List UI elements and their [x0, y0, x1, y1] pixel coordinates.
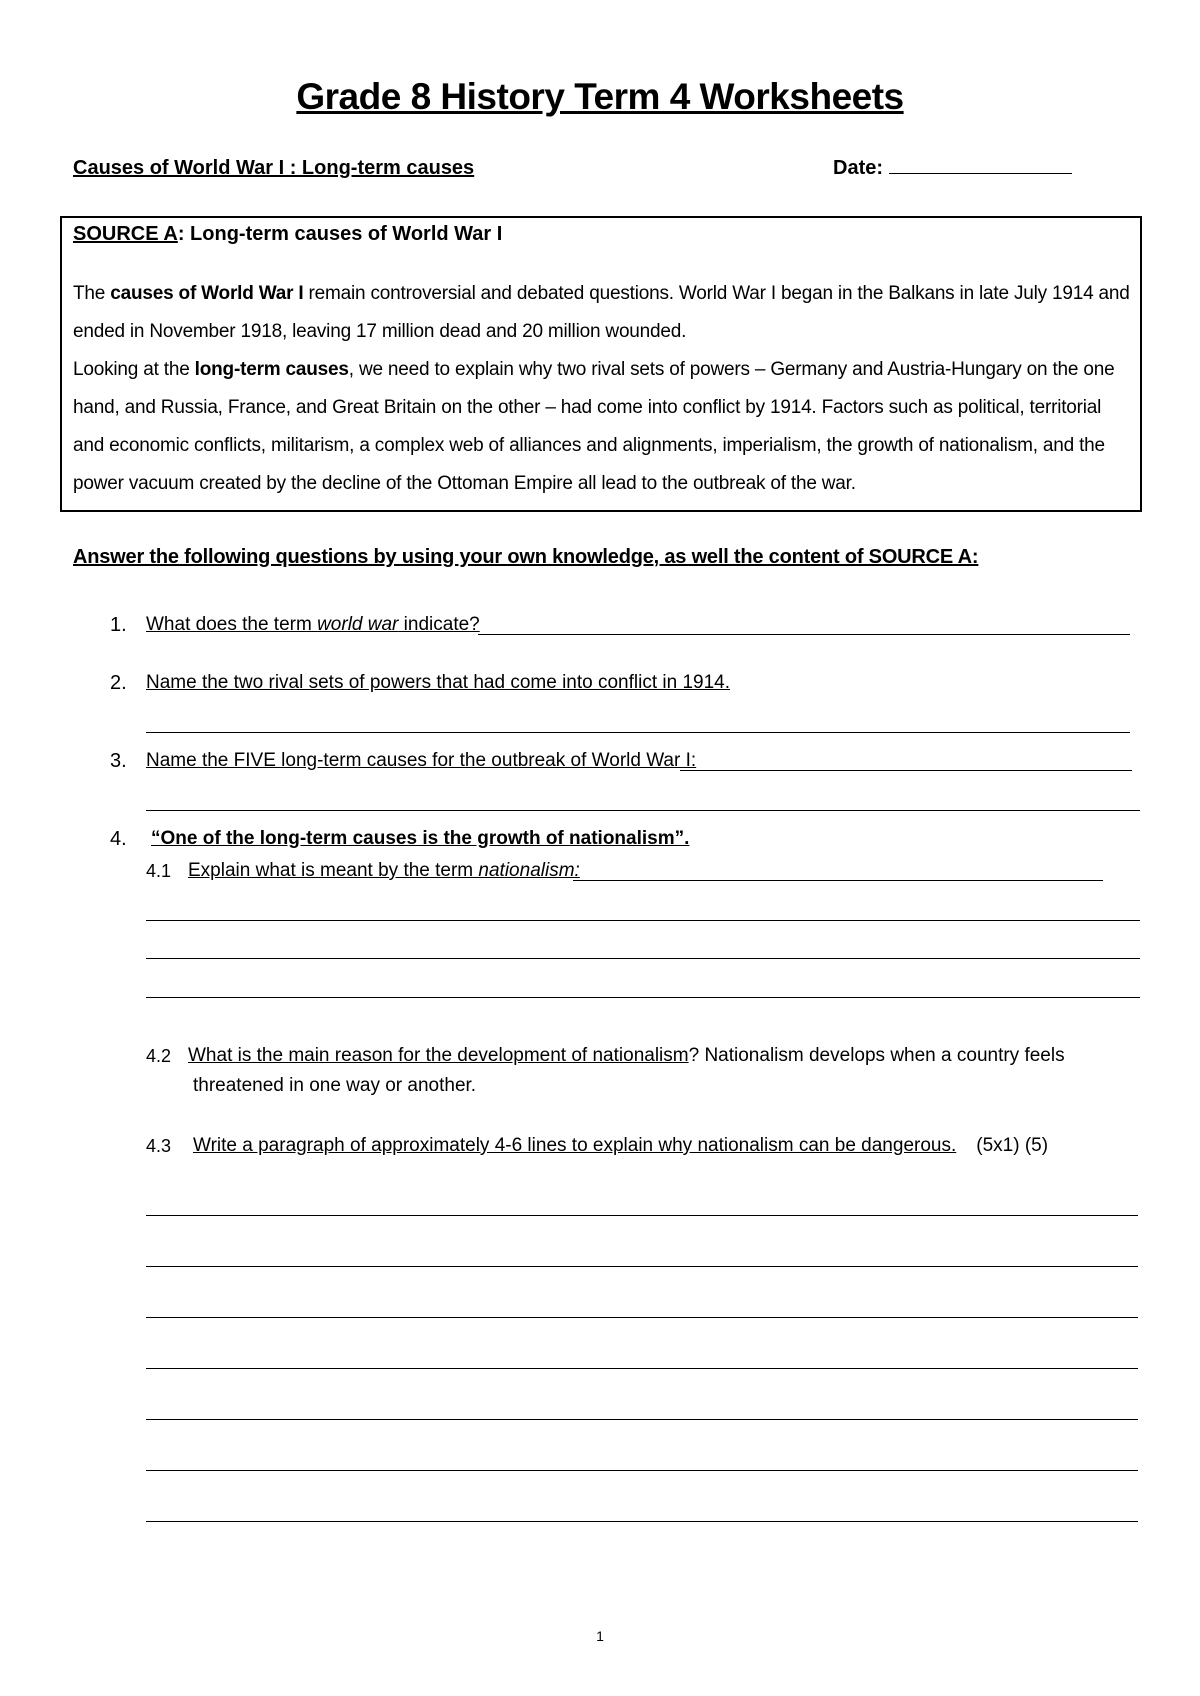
q4-number: 4.	[110, 828, 127, 850]
q1-text-b: indicate?	[398, 614, 480, 635]
source-p1-rest: remain controversial and debated questions. World War I began in the Balkans in late July 1914 and ended in November 1918, leaving 17 million dead and 20 million wounded.	[73, 283, 1130, 342]
date-label: Date:	[833, 157, 884, 179]
q4-3-text-underlined: Write a paragraph of approximately 4-6 lines to explain why nationalism can be dangerous.	[193, 1135, 957, 1156]
q4-2-text-underlined: What is the main reason for the development of nationalism	[188, 1045, 689, 1066]
q4-3-number: 4.3	[146, 1136, 172, 1156]
instructions: Answer the following questions by using your own knowledge, as well the content of SOURCE A:	[73, 546, 979, 568]
source-a-label: SOURCE A	[73, 223, 178, 245]
page-title: Grade 8 History Term 4 Worksheets	[296, 76, 904, 117]
q4-3-answer-line-4[interactable]	[146, 1368, 1138, 1369]
q4-1-answer-line-3[interactable]	[146, 958, 1140, 959]
source-paragraph-1	[73, 275, 1133, 351]
q4-3-answer-line-1[interactable]	[146, 1215, 1138, 1216]
q4-2-text	[188, 1043, 1065, 1069]
q4-1-answer-line-2[interactable]	[146, 920, 1140, 921]
page-number: 1	[596, 1628, 604, 1644]
source-paragraph-2	[73, 351, 1133, 503]
q4-1-number: 4.1	[146, 861, 172, 881]
q2-text: Name the two rival sets of powers that had come into conflict in 1914.	[146, 672, 731, 693]
source-a-text	[73, 275, 1133, 503]
q4-1-answer-line-1[interactable]	[573, 880, 1103, 881]
q1-text-em: world war	[317, 614, 399, 635]
date-blank-line	[889, 155, 1072, 174]
q4-text: “One of the long-term causes is the growth of nationalism”.	[151, 828, 690, 849]
q4-3-marks: (5x1) (5)	[976, 1135, 1049, 1156]
q4-1-text-a: Explain what is meant by the term	[188, 860, 479, 881]
q3-number: 3.	[110, 750, 127, 772]
source-p2-rest: , we need to explain why two rival sets of powers – Germany and Austria-Hungary on the one hand, and Russia, France, and Great Britain on the other – had come into conflict by 1914. Factors such as political, territorial and economic conflicts, militarism, a complex web of alliances and alignments, imperialism, the growth of nationalism, and the power vacuum created by the decline of the Ottoman Empire all lead to the outbreak of the war.	[73, 359, 1115, 494]
q4-2-text-rest: ? Nationalism develops when a country feels	[688, 1045, 1065, 1066]
q4-3-text	[193, 1133, 1048, 1159]
q4-3-answer-line-5[interactable]	[146, 1419, 1138, 1420]
q4-1-text-em: nationalism:	[478, 860, 580, 881]
source-p2-bold: long-term causes	[194, 359, 349, 380]
source-p1-lead: The	[73, 283, 111, 304]
q4-1-answer-line-4[interactable]	[146, 997, 1140, 998]
q3-text: Name the FIVE long-term causes for the outbreak of World War I:	[146, 750, 697, 771]
q4-1-text	[188, 858, 580, 884]
q2-answer-line[interactable]	[146, 732, 1130, 733]
source-a-heading-text: : Long-term causes of World War I	[177, 223, 503, 245]
q4-2-number: 4.2	[146, 1046, 172, 1066]
source-p2-lead: Looking at the	[73, 359, 195, 380]
q1-text-a: What does the term	[146, 614, 318, 635]
q1-answer-line[interactable]	[478, 634, 1130, 635]
q2-number: 2.	[110, 672, 127, 694]
q1-text	[146, 612, 480, 638]
q3-answer-line-1[interactable]	[680, 770, 1132, 771]
q4-3-answer-line-2[interactable]	[146, 1266, 1138, 1267]
source-a-heading	[73, 221, 502, 247]
worksheet-subtitle: Causes of World War I : Long-term causes	[73, 157, 475, 179]
date-field	[833, 155, 1072, 181]
q4-3-answer-line-7[interactable]	[146, 1521, 1138, 1522]
q4-3-answer-line-6[interactable]	[146, 1470, 1138, 1471]
q4-3-answer-line-3[interactable]	[146, 1317, 1138, 1318]
q1-number: 1.	[110, 614, 127, 636]
source-p1-bold: causes of World War I	[110, 283, 304, 304]
q3-answer-line-2[interactable]	[146, 810, 1140, 811]
q4-2-text-line2: threatened in one way or another.	[193, 1075, 477, 1096]
